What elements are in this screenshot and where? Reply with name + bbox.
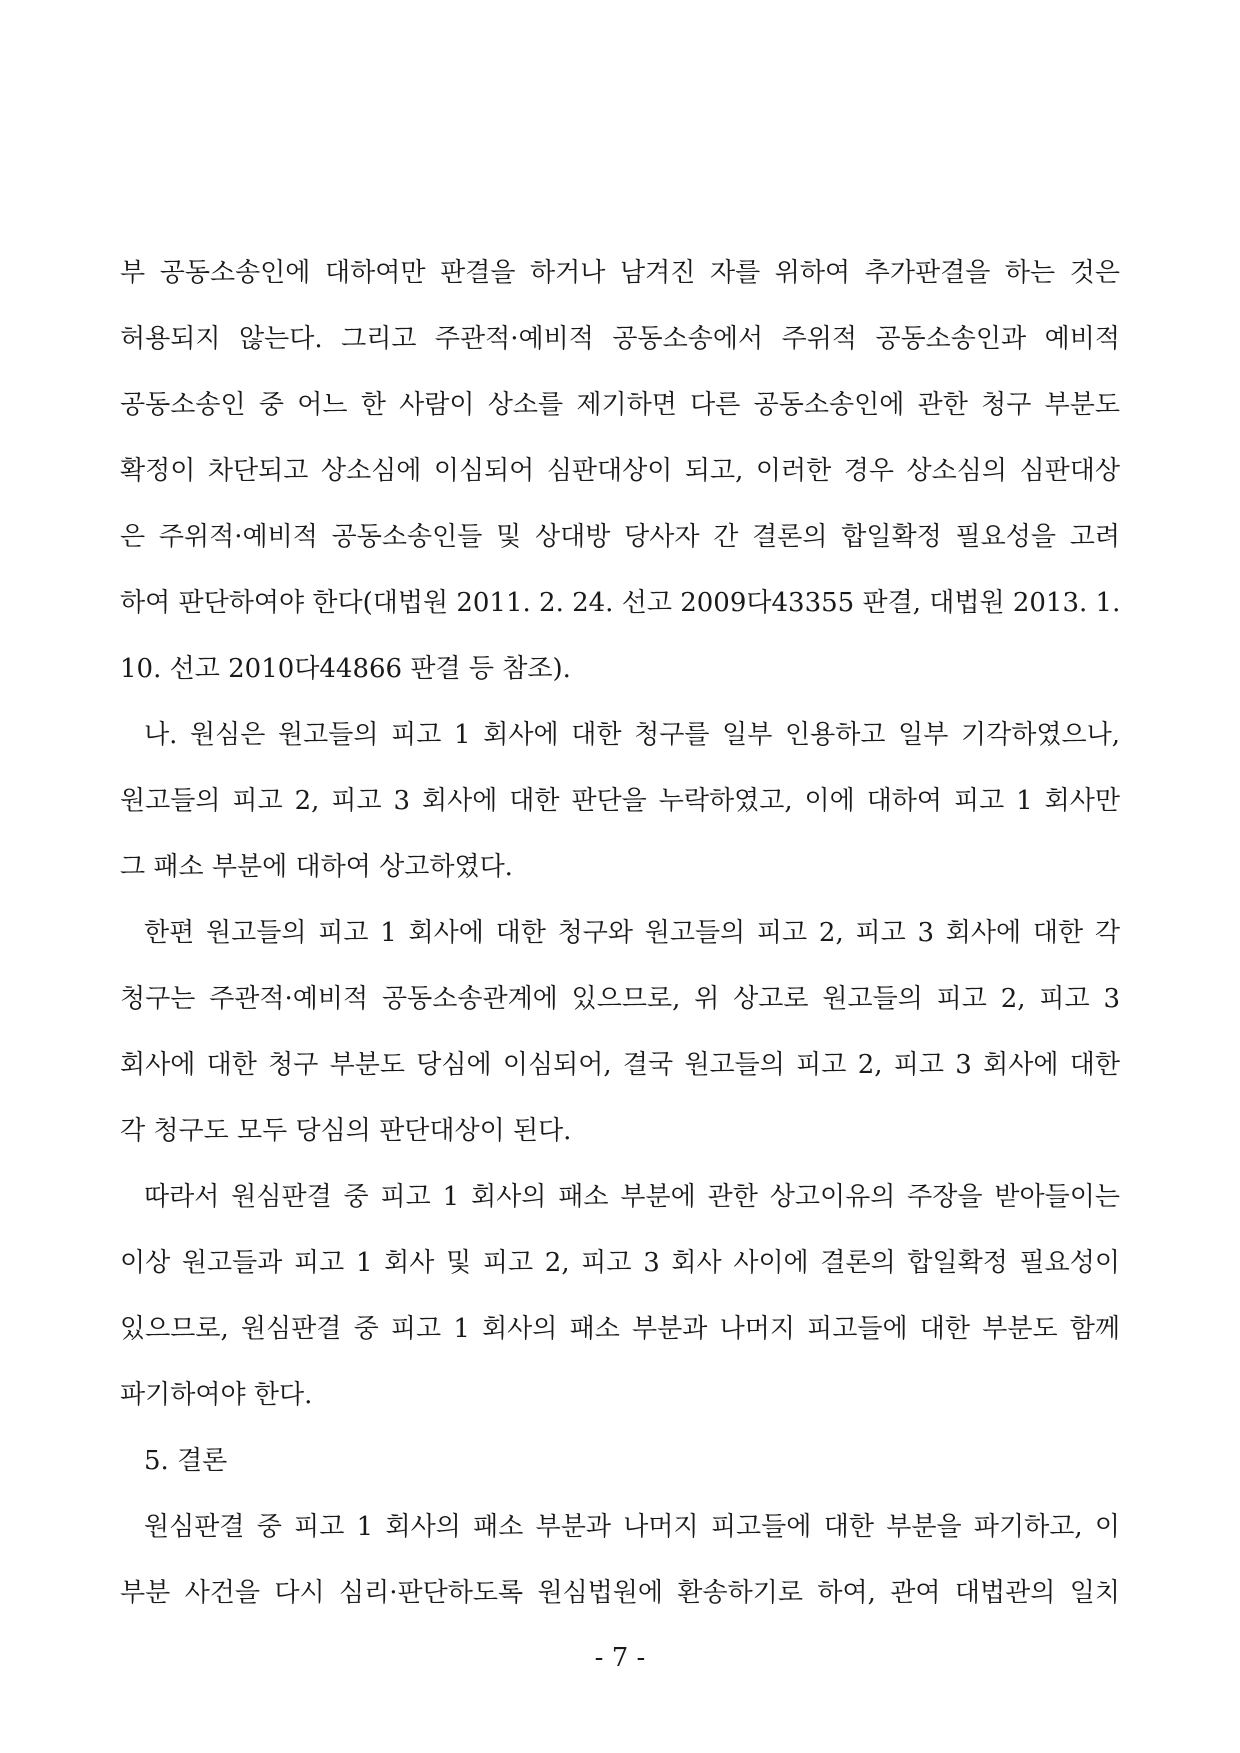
text-line: 부분 사건을 다시 심리·판단하도록 원심법원에 환송하기로 하여, 관여 대법관의 일치 [120, 1578, 1120, 1608]
text-line: 각 청구도 모두 당심의 판단대상이 된다. [120, 1116, 572, 1146]
page-number: - 7 - [594, 1643, 646, 1673]
text-line: 10. 선고 2010다44866 판결 등 참조). [120, 654, 571, 684]
text-line: 은 주위적·예비적 공동소송인들 및 상대방 당사자 간 결론의 합일확정 필요성을 고려 [120, 522, 1120, 552]
text-line: 파기하여야 한다. [120, 1380, 313, 1410]
text-line: 부 공동소송인에 대하여만 판결을 하거나 남겨진 자를 위하여 추가판결을 하는 것은 [120, 258, 1120, 288]
text-line: 있으므로, 원심판결 중 피고 1 회사의 패소 부분과 나머지 피고들에 대한 부분도 함께 [120, 1314, 1120, 1344]
text-line: 그 패소 부분에 대하여 상고하였다. [120, 852, 513, 882]
text-line: 허용되지 않는다. 그리고 주관적·예비적 공동소송에서 주위적 공동소송인과 예비적 [120, 324, 1120, 354]
text-line: 원심판결 중 피고 1 회사의 패소 부분과 나머지 피고들에 대한 부분을 파기하고, 이 [144, 1512, 1120, 1542]
text-line: 하여 판단하여야 한다(대법원 2011. 2. 24. 선고 2009다43355 판결, 대법원 2013. 1. [120, 588, 1121, 618]
text-line: 청구는 주관적·예비적 공동소송관계에 있으므로, 위 상고로 원고들의 피고 2, 피고 3 [120, 984, 1120, 1014]
text-line: 원고들의 피고 2, 피고 3 회사에 대한 판단을 누락하였고, 이에 대하여 피고 1 회사만 [120, 786, 1120, 816]
text-line: 이상 원고들과 피고 1 회사 및 피고 2, 피고 3 회사 사이에 결론의 합일확정 필요성이 [120, 1248, 1120, 1278]
text-line: 공동소송인 중 어느 한 사람이 상소를 제기하면 다른 공동소송인에 관한 청구 부분도 [120, 390, 1120, 420]
text-line: 따라서 원심판결 중 피고 1 회사의 패소 부분에 관한 상고이유의 주장을 받아들이는 [144, 1182, 1120, 1212]
text-line: 나. 원심은 원고들의 피고 1 회사에 대한 청구를 일부 인용하고 일부 기각하였으나, [144, 720, 1120, 750]
text-line: 한편 원고들의 피고 1 회사에 대한 청구와 원고들의 피고 2, 피고 3 회사에 대한 각 [144, 918, 1120, 948]
text-line: 회사에 대한 청구 부분도 당심에 이심되어, 결국 원고들의 피고 2, 피고 3 회사에 대한 [120, 1050, 1120, 1080]
text-line: 확정이 차단되고 상소심에 이심되어 심판대상이 되고, 이러한 경우 상소심의 심판대상 [120, 456, 1120, 486]
section-heading: 5. 결론 [144, 1446, 228, 1476]
